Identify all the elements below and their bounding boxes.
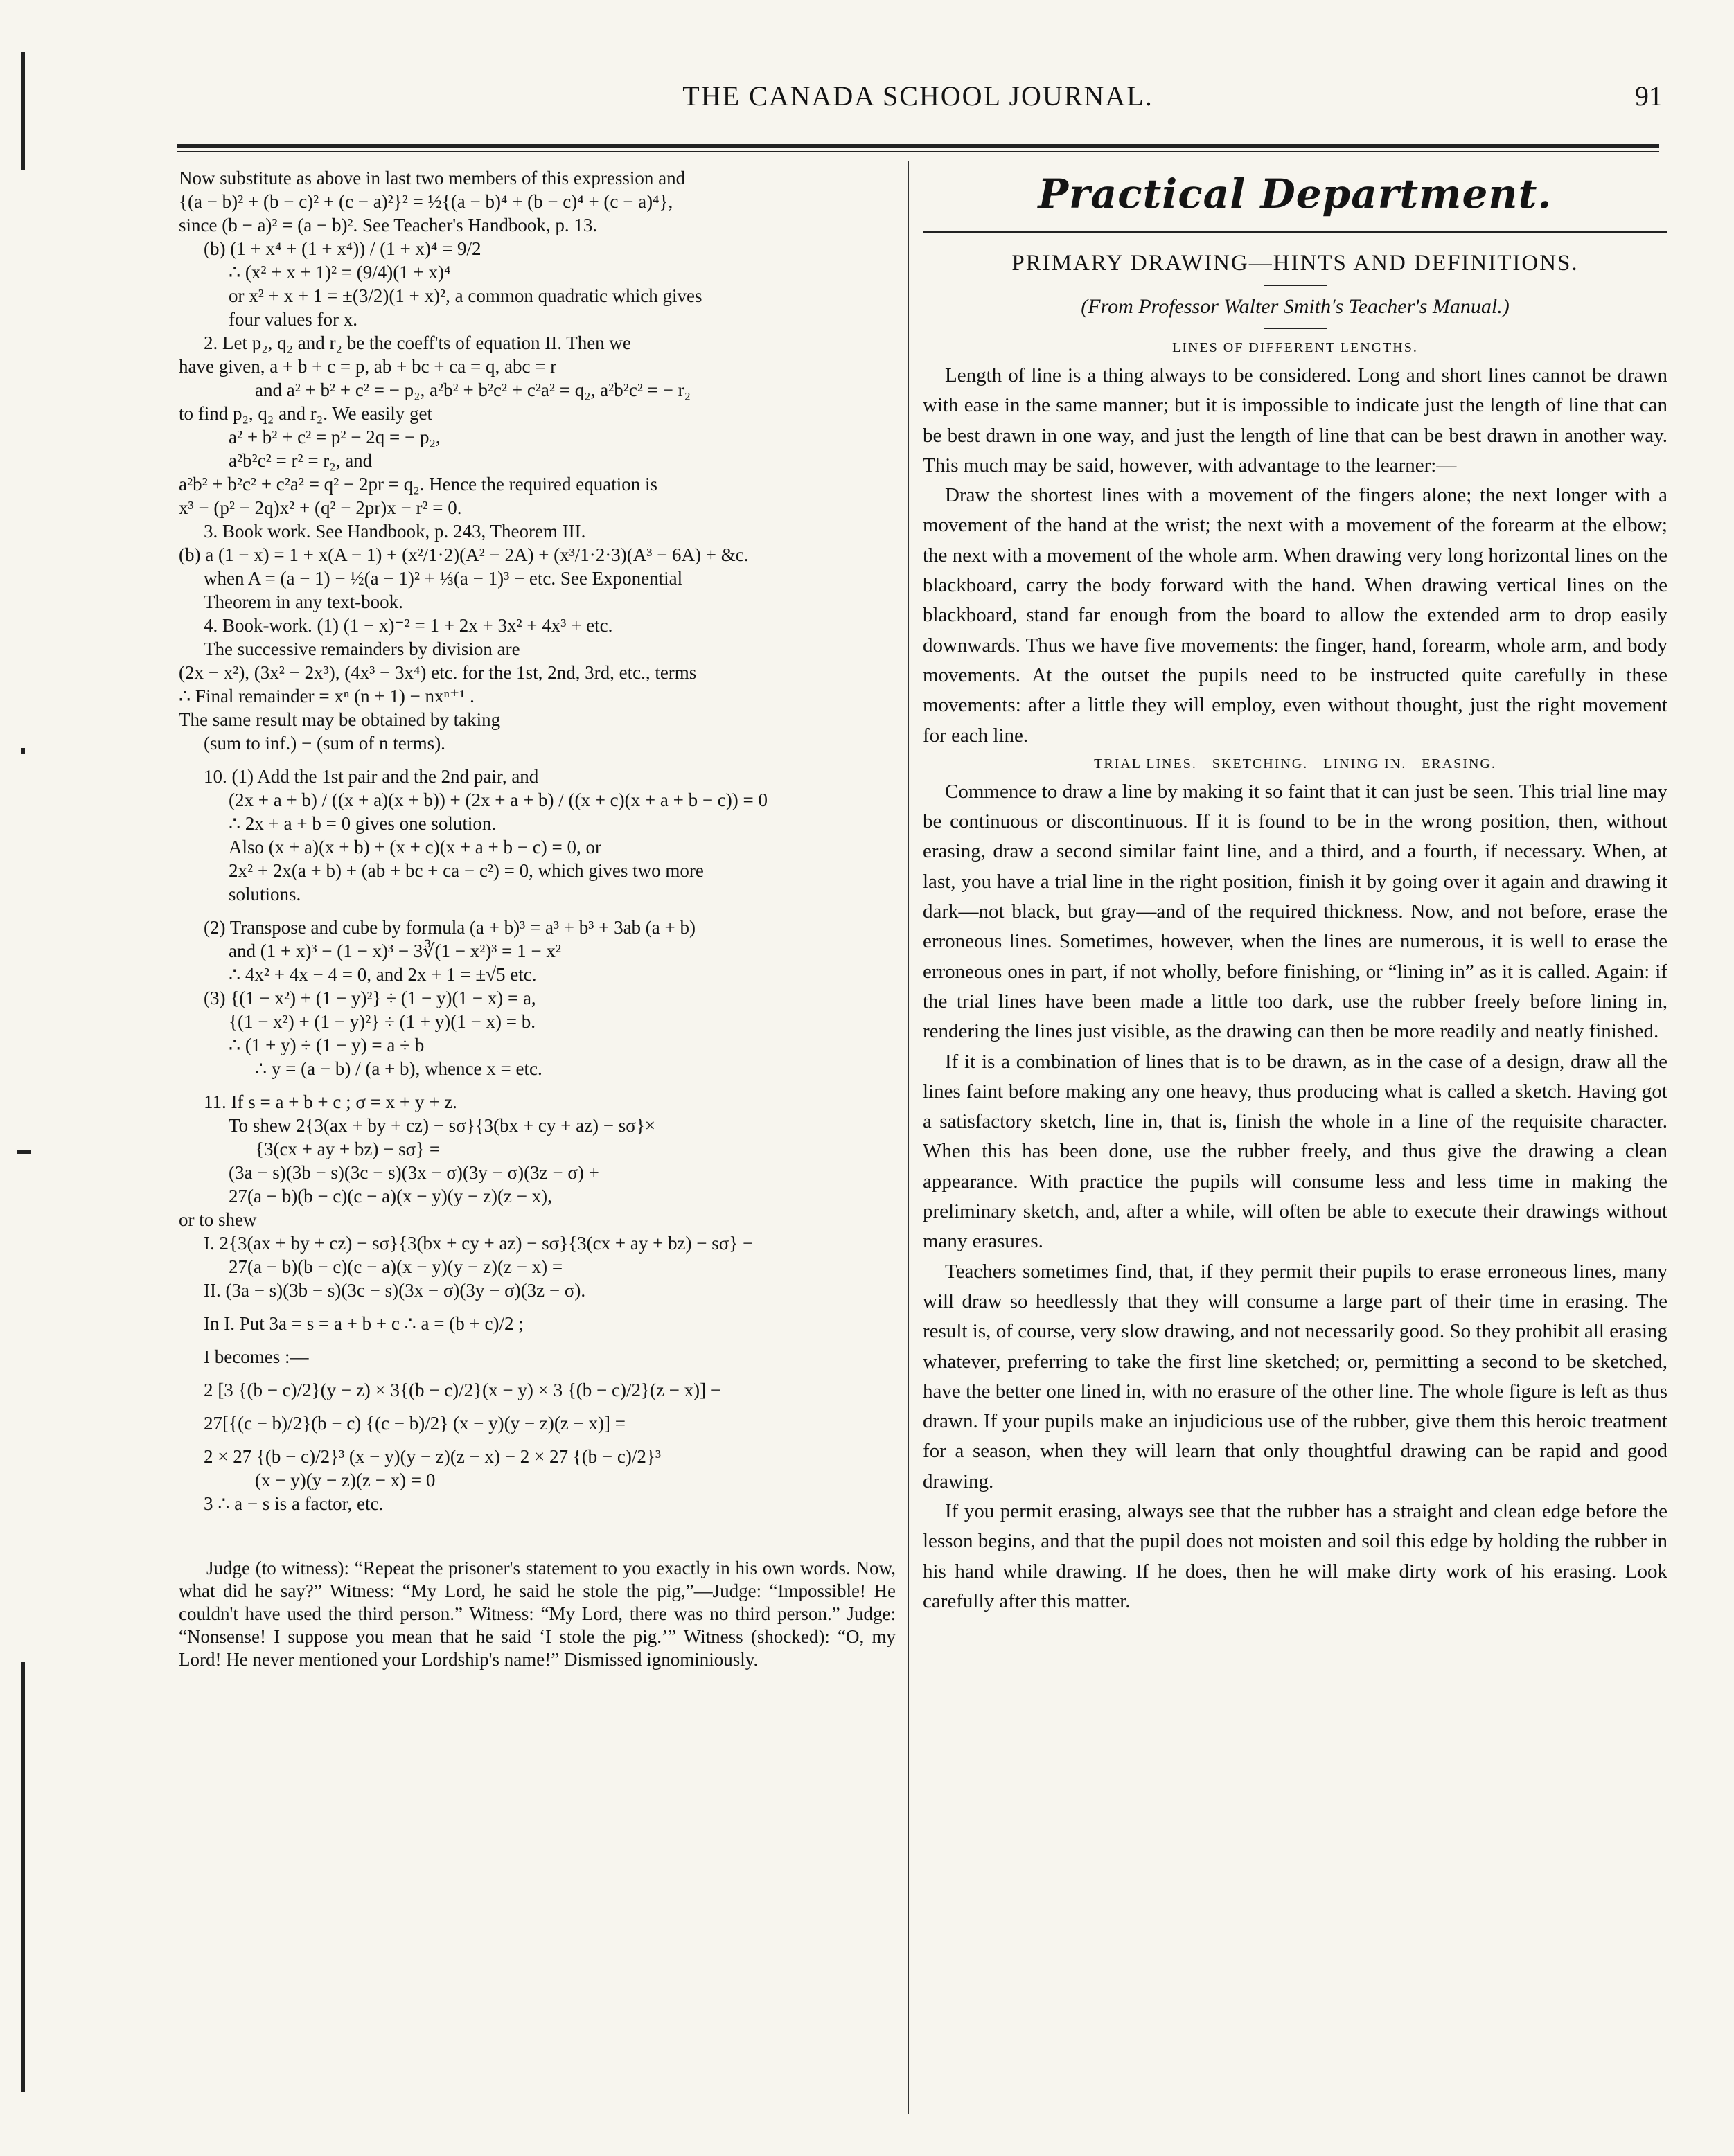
math-line: The same result may be obtained by taking	[179, 709, 501, 730]
math-line: {3(cx + ay + bz) − sσ} =	[255, 1139, 441, 1159]
math-line: four values for x.	[229, 309, 357, 330]
math-line: (b) (1 + x⁴ + (1 + x⁴)) / (1 + x)⁴ = 9/2	[204, 238, 481, 259]
math-line: The successive remainders by division are	[204, 639, 520, 659]
math-line: ∴ y = (a − b) / (a + b), whence x = etc.	[255, 1058, 542, 1079]
math-line: Also (x + a)(x + b) + (x + c)(x + a + b − c) = 0, or	[229, 837, 601, 857]
math-line: or to shew	[179, 1209, 257, 1230]
left-column	[179, 166, 896, 2105]
department-title: Practical Department.	[1038, 170, 1552, 217]
math-line: (sum to inf.) − (sum of n terms).	[204, 733, 445, 754]
math-line: II. (3a − s)(3b − s)(3c − s)(3x − σ)(3y − σ)(3z − σ).	[204, 1280, 586, 1301]
column-divider	[908, 161, 909, 2114]
math-line: 2 [3 {(b − c)/2}(y − z) × 3{(b − c)/2}(x − y) × 3 {(b − c)/2}(z − x)] −	[204, 1380, 722, 1400]
math-line: To shew 2{3(ax + by + cz) − sσ}{3(bx + cy + az) − sσ}×	[229, 1115, 656, 1136]
body-paragraph: If you permit erasing, always see that the rubber has a straight and clean edge before the lesson begins, and that the pupil does not moisten and soil this edge by holding the rubber in his hand while drawing. If he does, then he will make dirty work of his erasing. Look carefully after this matter.	[923, 1499, 1667, 1612]
header-rule	[177, 144, 1659, 148]
header-rule-thin	[177, 151, 1659, 152]
math-line: I. 2{3(ax + by + cz) − sσ}{3(bx + cy + az) − sσ}{3(cx + ay + bz) − sσ} −	[204, 1233, 754, 1254]
math-line: x³ − (p² − 2q)x² + (q² − 2pr)x − r² = 0.	[179, 497, 462, 518]
subheading: TRIAL LINES.—SKETCHING.—LINING IN.—ERASING.	[1094, 756, 1496, 772]
body-paragraph: Teachers sometimes find, that, if they permit their pupils to erase erroneous lines, many will draw so heedlessly that they will consume a large part of their time in erasing. The result is, of course, very slow drawing, and not necessarily good. So they prohibit all erasing whatever, preferring to take the first line sketched; or, permitting a second to be sketched, have the better one lined in, with no erasure of the other line. The whole figure is left as thus drawn. If your pupils make an injudicious use of the rubber, give them this heroic treatment for a season, when they will learn that only thoughtful drawing can be rapid and good drawing.	[923, 1260, 1667, 1493]
math-line: ∴ (1 + y) ÷ (1 − y) = a ÷ b	[229, 1035, 425, 1055]
math-line: when A = (a − 1) − ½(a − 1)² + ⅓(a − 1)³ − etc. See Exponential	[204, 568, 683, 589]
right-column	[923, 166, 1667, 2105]
page-header	[173, 80, 1663, 121]
math-line: (2x + a + b) / ((x + a)(x + b)) + (2x + a + b) / ((x + c)(x + a + b − c)) = 0	[229, 790, 768, 810]
math-line: ∴ (x² + x + 1)² = (9/4)(1 + x)⁴	[229, 262, 451, 283]
math-line: (2) Transpose and cube by formula (a + b)³ = a³ + b³ + 3ab (a + b)	[204, 917, 696, 938]
math-line: a² + b² + c² = p² − 2q = − p₂,	[229, 427, 441, 447]
math-line: Theorem in any text-book.	[204, 591, 403, 612]
math-line: and a² + b² + c² = − p₂, a²b² + b²c² + c²a² = q₂, a²b²c² = − r₂	[255, 380, 691, 400]
short-rule	[1264, 285, 1327, 286]
math-line: {(1 − x²) + (1 − y)²} ÷ (1 + y)(1 − x) = b.	[229, 1011, 536, 1032]
binding-mark	[17, 1150, 31, 1154]
math-line: 10. (1) Add the 1st pair and the 2nd pair, and	[204, 766, 539, 787]
math-line: Now substitute as above in last two members of this expression and	[179, 168, 686, 188]
article-title: PRIMARY DRAWING—HINTS AND DEFINITIONS.	[1011, 251, 1579, 276]
math-line: 2. Let p₂, q₂ and r₂ be the coeff'ts of equation II. Then we	[204, 332, 631, 353]
math-line: 27(a − b)(b − c)(c − a)(x − y)(y − z)(z − x) =	[229, 1256, 563, 1277]
math-line: to find p₂, q₂ and r₂. We easily get	[179, 403, 432, 424]
math-line: 27(a − b)(b − c)(c − a)(x − y)(y − z)(z − x),	[229, 1186, 552, 1206]
math-line: since (b − a)² = (a − b)². See Teacher's Handbook, p. 13.	[179, 215, 598, 235]
math-line: (x − y)(y − z)(z − x) = 0	[255, 1470, 436, 1490]
math-line: In I. Put 3a = s = a + b + c ∴ a = (b + c)/2 ;	[204, 1313, 524, 1334]
math-line: and (1 + x)³ − (1 − x)³ − 3∛(1 − x²)³ = 1 − x²	[229, 941, 561, 961]
math-line: 3 ∴ a − s is a factor, etc.	[204, 1493, 384, 1514]
short-rule	[1264, 328, 1327, 329]
math-line: (2x − x²), (3x² − 2x³), (4x³ − 3x⁴) etc. for the 1st, 2nd, 3rd, etc., terms	[179, 662, 697, 683]
page-number: 91	[1635, 80, 1663, 112]
math-line: 27[{(c − b)/2}(b − c) {(c − b)/2} (x − y)(y − z)(z − x)] =	[204, 1413, 626, 1434]
math-line: solutions.	[229, 884, 301, 905]
math-line: 11. If s = a + b + c ; σ = x + y + z.	[204, 1092, 457, 1112]
math-line: a²b² + b²c² + c²a² = q² − 2pr = q₂. Hence the required equation is	[179, 474, 658, 495]
math-line: (3a − s)(3b − s)(3c − s)(3x − σ)(3y − σ)(3z − σ) +	[229, 1162, 599, 1183]
subheading: LINES OF DIFFERENT LENGTHS.	[1172, 340, 1418, 355]
body-paragraph: Draw the shortest lines with a movement of the fingers alone; the next longer with a movement of the hand at the wrist; the next with a movement of the forearm at the elbow; the next with a movement of the whole arm. When drawing very long horizontal lines on the blackboard, carry the body forward with the hand. When drawing vertical lines on the blackboard, stand far enough from the board to allow the extended arm to drop easily downwards. Thus we have five movements: the finger, hand, forearm, whole arm, and body movements. At the outset the pupils need to be instructed quite carefully in these movements: after a little they will employ, even without thought, just the right movement for each line.	[923, 484, 1667, 747]
binding-mark	[21, 52, 25, 170]
article-source: (From Professor Walter Smith's Teacher's Manual.)	[1081, 295, 1510, 318]
body-paragraph: Commence to draw a line by making it so faint that it can just be seen. This trial line may be continuous or discontinuous. If it is found to be in the wrong position, then, without erasing, draw a second similar faint line, and a third, and a fourth, if necessary. When, at last, you have a trial line in the right position, finish it by going over it again and drawing it dark—not black, but gray—and of the required thickness. Now, and not before, erase the erroneous lines. Sometimes, however, when the lines are numerous, it is well to erase the erroneous ones in part, if not wholly, before finishing, or “lining in” as it is called. Again: if the trial lines have been made a little too dark, use the rubber freely before lining in, rendering the lines just visible, as the drawing can then be more readily and neatly finished.	[923, 780, 1667, 1043]
body-paragraph: Length of line is a thing always to be considered. Long and short lines cannot be drawn with ease in the same manner; but it is impossible to indicate just the length of line that can be best drawn in one way, and just the length of line that can be best drawn in another way. This much may be said, however, with advantage to the learner:—	[923, 364, 1667, 476]
math-line: 3. Book work. See Handbook, p. 243, Theorem III.	[204, 521, 586, 542]
running-title: THE CANADA SCHOOL JOURNAL.	[682, 80, 1153, 112]
section-rule	[923, 231, 1667, 233]
math-line: I becomes :—	[204, 1346, 309, 1367]
math-line: 2x² + 2x(a + b) + (ab + bc + ca − c²) = 0, which gives two more	[229, 860, 704, 881]
math-line: 2 × 27 {(b − c)/2}³ (x − y)(y − z)(z − x) − 2 × 27 {(b − c)/2}³	[204, 1446, 661, 1467]
math-line: {(a − b)² + (b − c)² + (c − a)²}² = ½{(a − b)⁴ + (b − c)⁴ + (c − a)⁴},	[179, 191, 673, 212]
binding-mark	[21, 748, 25, 754]
math-line: 4. Book-work. (1) (1 − x)⁻² = 1 + 2x + 3x² + 4x³ + etc.	[204, 615, 613, 636]
math-line: or x² + x + 1 = ±(3/2)(1 + x)², a common quadratic which gives	[229, 285, 702, 306]
math-line: have given, a + b + c = p, ab + bc + ca = q, abc = r	[179, 356, 557, 377]
binding-mark	[21, 1662, 25, 2092]
math-line: a²b²c² = r² = r₂, and	[229, 450, 373, 471]
anecdote-paragraph: Judge (to witness): “Repeat the prisoner's statement to you exactly in his own words. Now, what did he say?” Witness: “My Lord, he said he stole the pig,”—Judge: “Impossible! He couldn't have used the third person.” Witness: “My Lord, there was no third person.” Judge: “Nonsense! I suppose you mean that he said ‘I stole the pig.’” Witness (shocked): “O, my Lord! He never mentioned your Lordship's name!” Dismissed ignominiously.	[179, 1558, 896, 1670]
body-paragraph: If it is a combination of lines that is to be drawn, as in the case of a design, draw all the lines faint before making any one heavy, thus producing what is called a sketch. Having got a satisfactory sketch, line in, that is, finish the whole in a line of the requisite character. When this has been done, use the rubber freely, and thus give the drawing a clean appearance. With practice the pupils will consume less and less time in making the preliminary sketch, and, after a while, will often be able to execute their drawings without many erasures.	[923, 1050, 1667, 1253]
math-line: (b) a (1 − x) = 1 + x(A − 1) + (x²/1·2)(A² − 2A) + (x³/1·2·3)(A³ − 6A) + &c.	[179, 544, 749, 565]
math-line: (3) {(1 − x²) + (1 − y)²} ÷ (1 − y)(1 − x) = a,	[204, 988, 536, 1008]
math-line: ∴ 2x + a + b = 0 gives one solution.	[229, 813, 497, 834]
math-line: ∴ 4x² + 4x − 4 = 0, and 2x + 1 = ±√5 etc.	[229, 964, 537, 985]
math-line: ∴ Final remainder = xⁿ (n + 1) − nxⁿ⁺¹ .	[179, 686, 475, 706]
